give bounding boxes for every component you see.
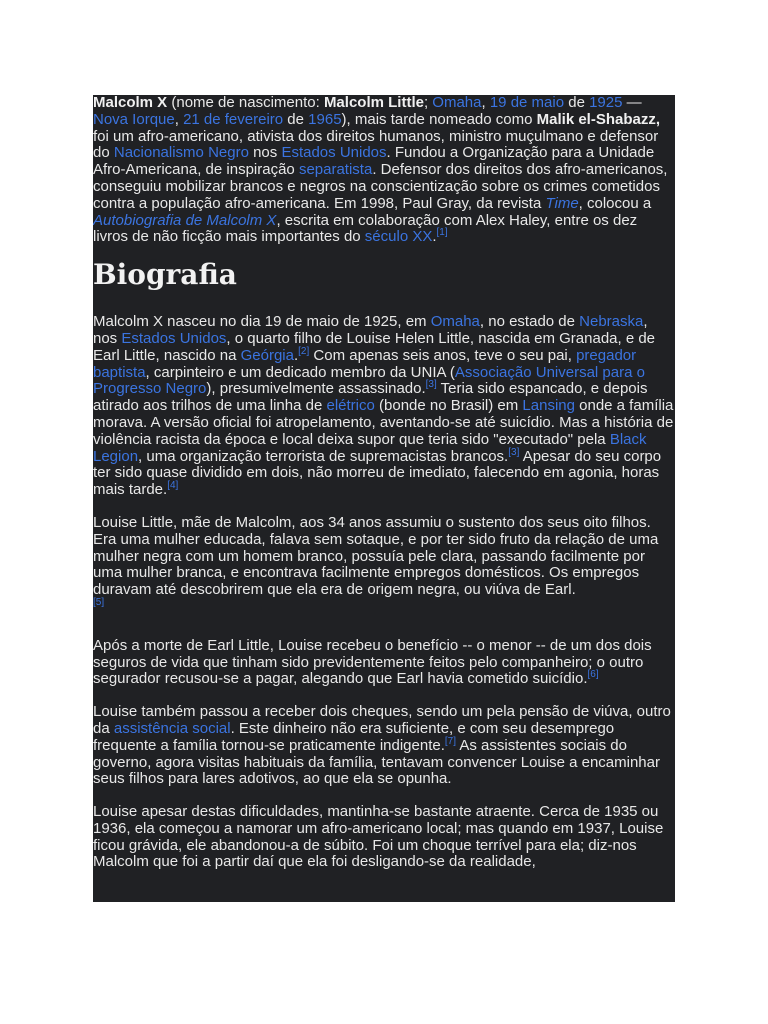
birth-name: Malcolm Little <box>323 95 424 111</box>
link-eletrico[interactable]: elétrico <box>326 397 375 415</box>
link-time[interactable]: Time <box>545 194 579 212</box>
link-georgia[interactable]: Geórgia <box>240 346 294 364</box>
link-1925[interactable]: 1925 <box>589 95 623 111</box>
link-autobiografia[interactable]: Autobiografia de Malcolm X <box>93 211 277 229</box>
reference-3 <box>508 447 519 458</box>
reference-link-6[interactable]: [6] <box>587 669 599 681</box>
biography-paragraph-1: Malcolm X nasceu no dia 19 de maio de 1925, em Omaha, no estado de Nebraska, nos Estados Unidos, o quarto filho de Louise Helen Little, nascida em Granada, e de Earl Little, nascido na Geórgia.[2] Com apenas seis anos, teve o seu pai, pregador baptista, carpinteiro e um dedicado membro da UNIA (Associação Universal para o Progresso Negro), presumivelmente assassinado.[3] Teria sido espancado, e depois atirado aos trilhos de uma linha de elétrico (bonde no Brasil) em Lansing onde a família morava. A versão oficial foi atropelamento, aventando-se até suicídio. Mas a história de violência racista da época e local deixa supor que teria sido "executado" pela Black Legion, uma organização terrorista de supremacistas brancos.[3] Apesar do seu corpo ter sido quase dividido em dois, não morreu de imediato, falecendo em agonia, horas mais tarde.[4] <box>93 313 674 499</box>
link-estados-unidos[interactable]: Estados Unidos <box>121 329 227 347</box>
subject-name: Malcolm X <box>93 95 168 111</box>
biography-paragraph-3: Após a morte de Earl Little, Louise recebeu o benefício -- o menor -- de um dos dois seguros de vida que tinham sido previdentemente feitos pelo companheiro; o outro segurador recusou-se a pagar, alegando que Earl havia cometido suicídio.[6] <box>93 636 652 688</box>
reference-link-7[interactable]: [7] <box>444 735 457 747</box>
link-21-de-fevereiro[interactable]: 21 de fevereiro <box>183 110 284 128</box>
link-nebraska[interactable]: Nebraska <box>579 313 644 331</box>
reference-link-4[interactable]: [4] <box>167 480 179 492</box>
link-omaha[interactable]: Omaha <box>430 313 480 331</box>
link-omaha[interactable]: Omaha <box>432 95 482 111</box>
reference-4 <box>167 480 178 491</box>
article-content <box>93 95 675 902</box>
link-separatista[interactable]: separatista <box>298 161 373 179</box>
reference-3 <box>426 379 437 390</box>
link-nova-iorque[interactable]: Nova Iorque <box>93 110 175 128</box>
reference-2 <box>298 346 309 357</box>
reference-link-3[interactable]: [3] <box>508 446 520 458</box>
reference-link-2[interactable]: [2] <box>298 345 310 357</box>
reference-6 <box>587 669 598 680</box>
reference-link-1[interactable]: [1] <box>436 227 448 239</box>
link-seculo-xx[interactable]: século XX <box>364 228 433 246</box>
link-pregador-baptista[interactable]: pregador baptista <box>93 346 637 381</box>
reference-7 <box>445 736 456 747</box>
biography-paragraph-4: Louise também passou a receber dois cheques, sendo um pela pensão de viúva, outro da assistência social. Este dinheiro não era suficiente, e com seu desemprego frequente a família tornou-se praticamente indigente.[7] As assistentes sociais do governo, agora visitas habituais da família, tentavam convencer Louise a encaminhar seus filhos para lares adotivos, ao que ela se opunha. <box>93 703 671 788</box>
link-estados-unidos[interactable]: Estados Unidos <box>281 144 387 162</box>
biography-paragraph-5: Louise apesar destas dificuldades, mantinha-se bastante atraente. Cerca de 1935 ou 1936, ela começou a namorar um afro-americano local; mas quando em 1937, Louise ficou grávida, ele abandonou-a de súbito. Foi um choque terrível para ela; diz-nos Malcolm que foi a partir daí que ela foi desligando-se da realidade, <box>93 803 664 871</box>
reference-1 <box>437 227 448 238</box>
reference-5 <box>93 597 104 608</box>
alias-name: Malik el-Shabazz, <box>536 110 661 128</box>
link-nacionalismo-negro[interactable]: Nacionalismo Negro <box>113 144 249 162</box>
biography-paragraph-2: Louise Little, mãe de Malcolm, aos 34 anos assumiu o sustento dos seus oito filhos. Era uma mulher educada, falava sem sotaque, e por ter sido fruto da relação de uma mulher negra com um homem branco, possuía pele clara, passando facilmente por uma mulher branca, e encontrava facilmente empregos domésticos. Os empregos duravam até descobrirem que ela era de origem negra, ou viúva de Earl. [5] <box>93 513 659 608</box>
reference-link-3[interactable]: [3] <box>425 379 437 391</box>
link-lansing[interactable]: Lansing <box>522 397 575 415</box>
link-assistencia-social[interactable]: assistência social <box>113 719 231 737</box>
link-19-de-maio[interactable]: 19 de maio <box>489 95 565 111</box>
link-unia[interactable]: Associação Universal para o Progresso Negro <box>93 363 645 398</box>
section-heading: Biografia <box>93 258 237 292</box>
intro-paragraph: Malcolm X (nome de nascimento: Malcolm Little; Omaha, 19 de maio de 1925 — Nova Iorque, 21 de fevereiro de 1965), mais tarde nomeado como Malik el-Shabazz, foi um afro-americano, ativista dos direitos humanos, ministro muçulmano e defensor do Nacionalismo Negro nos Estados Unidos. Fundou a Organização para a Unidade Afro-Americana, de inspiração separatista. Defensor dos direitos dos afro-americanos, conseguiu mobilizar brancos e negros na conscientização sobre os crimes cometidos contra a população afro-americana. Em 1998, Paul Gray, da revista Time, colocou a Autobiografia de Malcolm X, escrita em colaboração com Alex Haley, entre os dez livros de não ficção mais importantes do século XX.[1] <box>93 95 668 246</box>
reference-link-5[interactable]: [5] <box>93 596 105 608</box>
link-1965[interactable]: 1965 <box>308 110 342 128</box>
link-black-legion[interactable]: Black Legion <box>93 430 647 465</box>
